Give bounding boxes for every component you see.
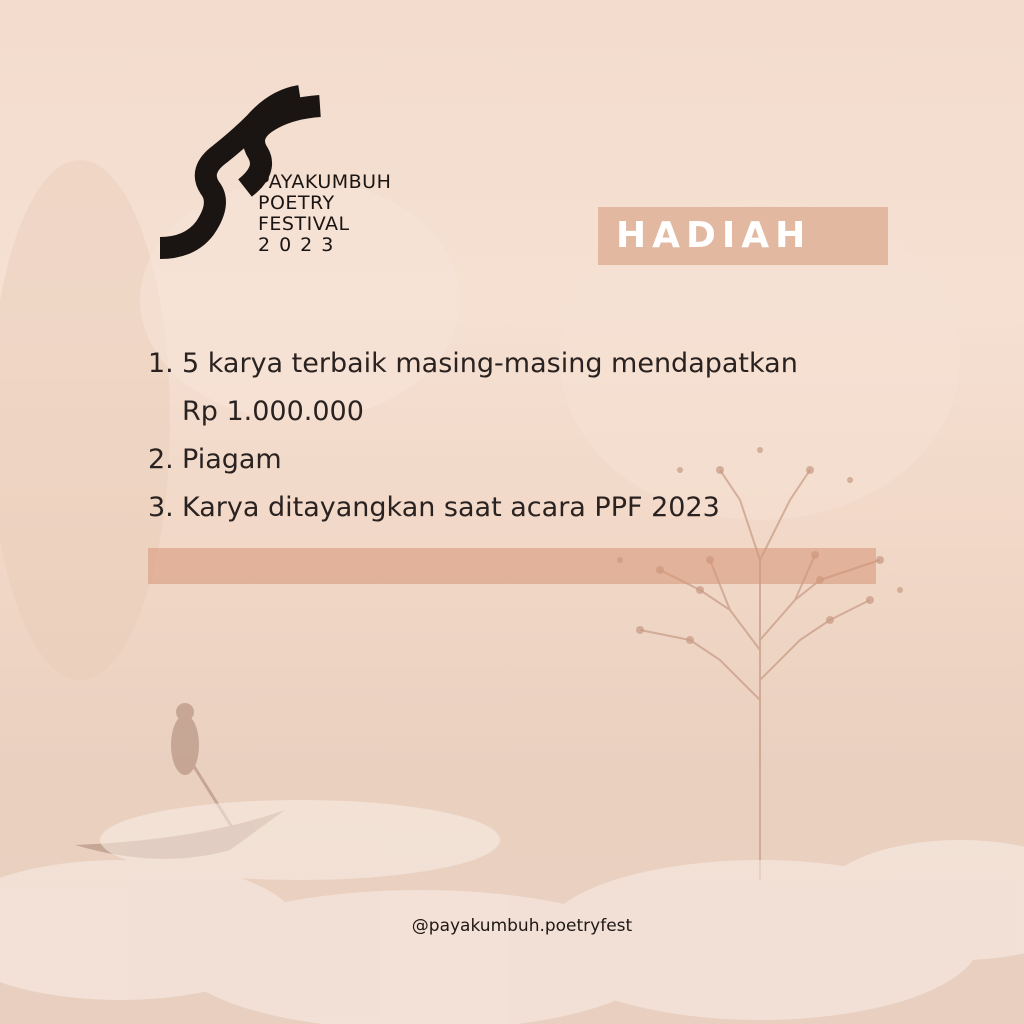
prize-item (148, 436, 888, 484)
prize-number: 1. (148, 348, 174, 379)
clouds (0, 800, 1024, 1024)
prize-item (148, 340, 888, 436)
festival-year: 2023 (258, 234, 343, 256)
prize-text: 5 karya terbaik masing-masing mendapatkan (182, 348, 798, 379)
festival-name (258, 172, 458, 256)
festival-name-line1: PAYAKUMBUH (258, 171, 392, 193)
festival-name-line2: POETRY (258, 192, 335, 214)
prize-text: Karya ditayangkan saat acara PPF 2023 (182, 492, 720, 523)
festival-name-line3: FESTIVAL (258, 213, 350, 235)
prize-list (148, 340, 888, 532)
prize-item (148, 484, 888, 532)
prize-number: 2. (148, 444, 174, 475)
social-handle[interactable]: @payakumbuh.poetryfest (411, 916, 633, 936)
divider-bar (148, 548, 876, 584)
prize-amount: Rp 1.000.000 (182, 396, 364, 427)
prize-number: 3. (148, 492, 174, 523)
prize-text: Piagam (182, 444, 282, 475)
page-title: HADIAH (616, 215, 812, 256)
